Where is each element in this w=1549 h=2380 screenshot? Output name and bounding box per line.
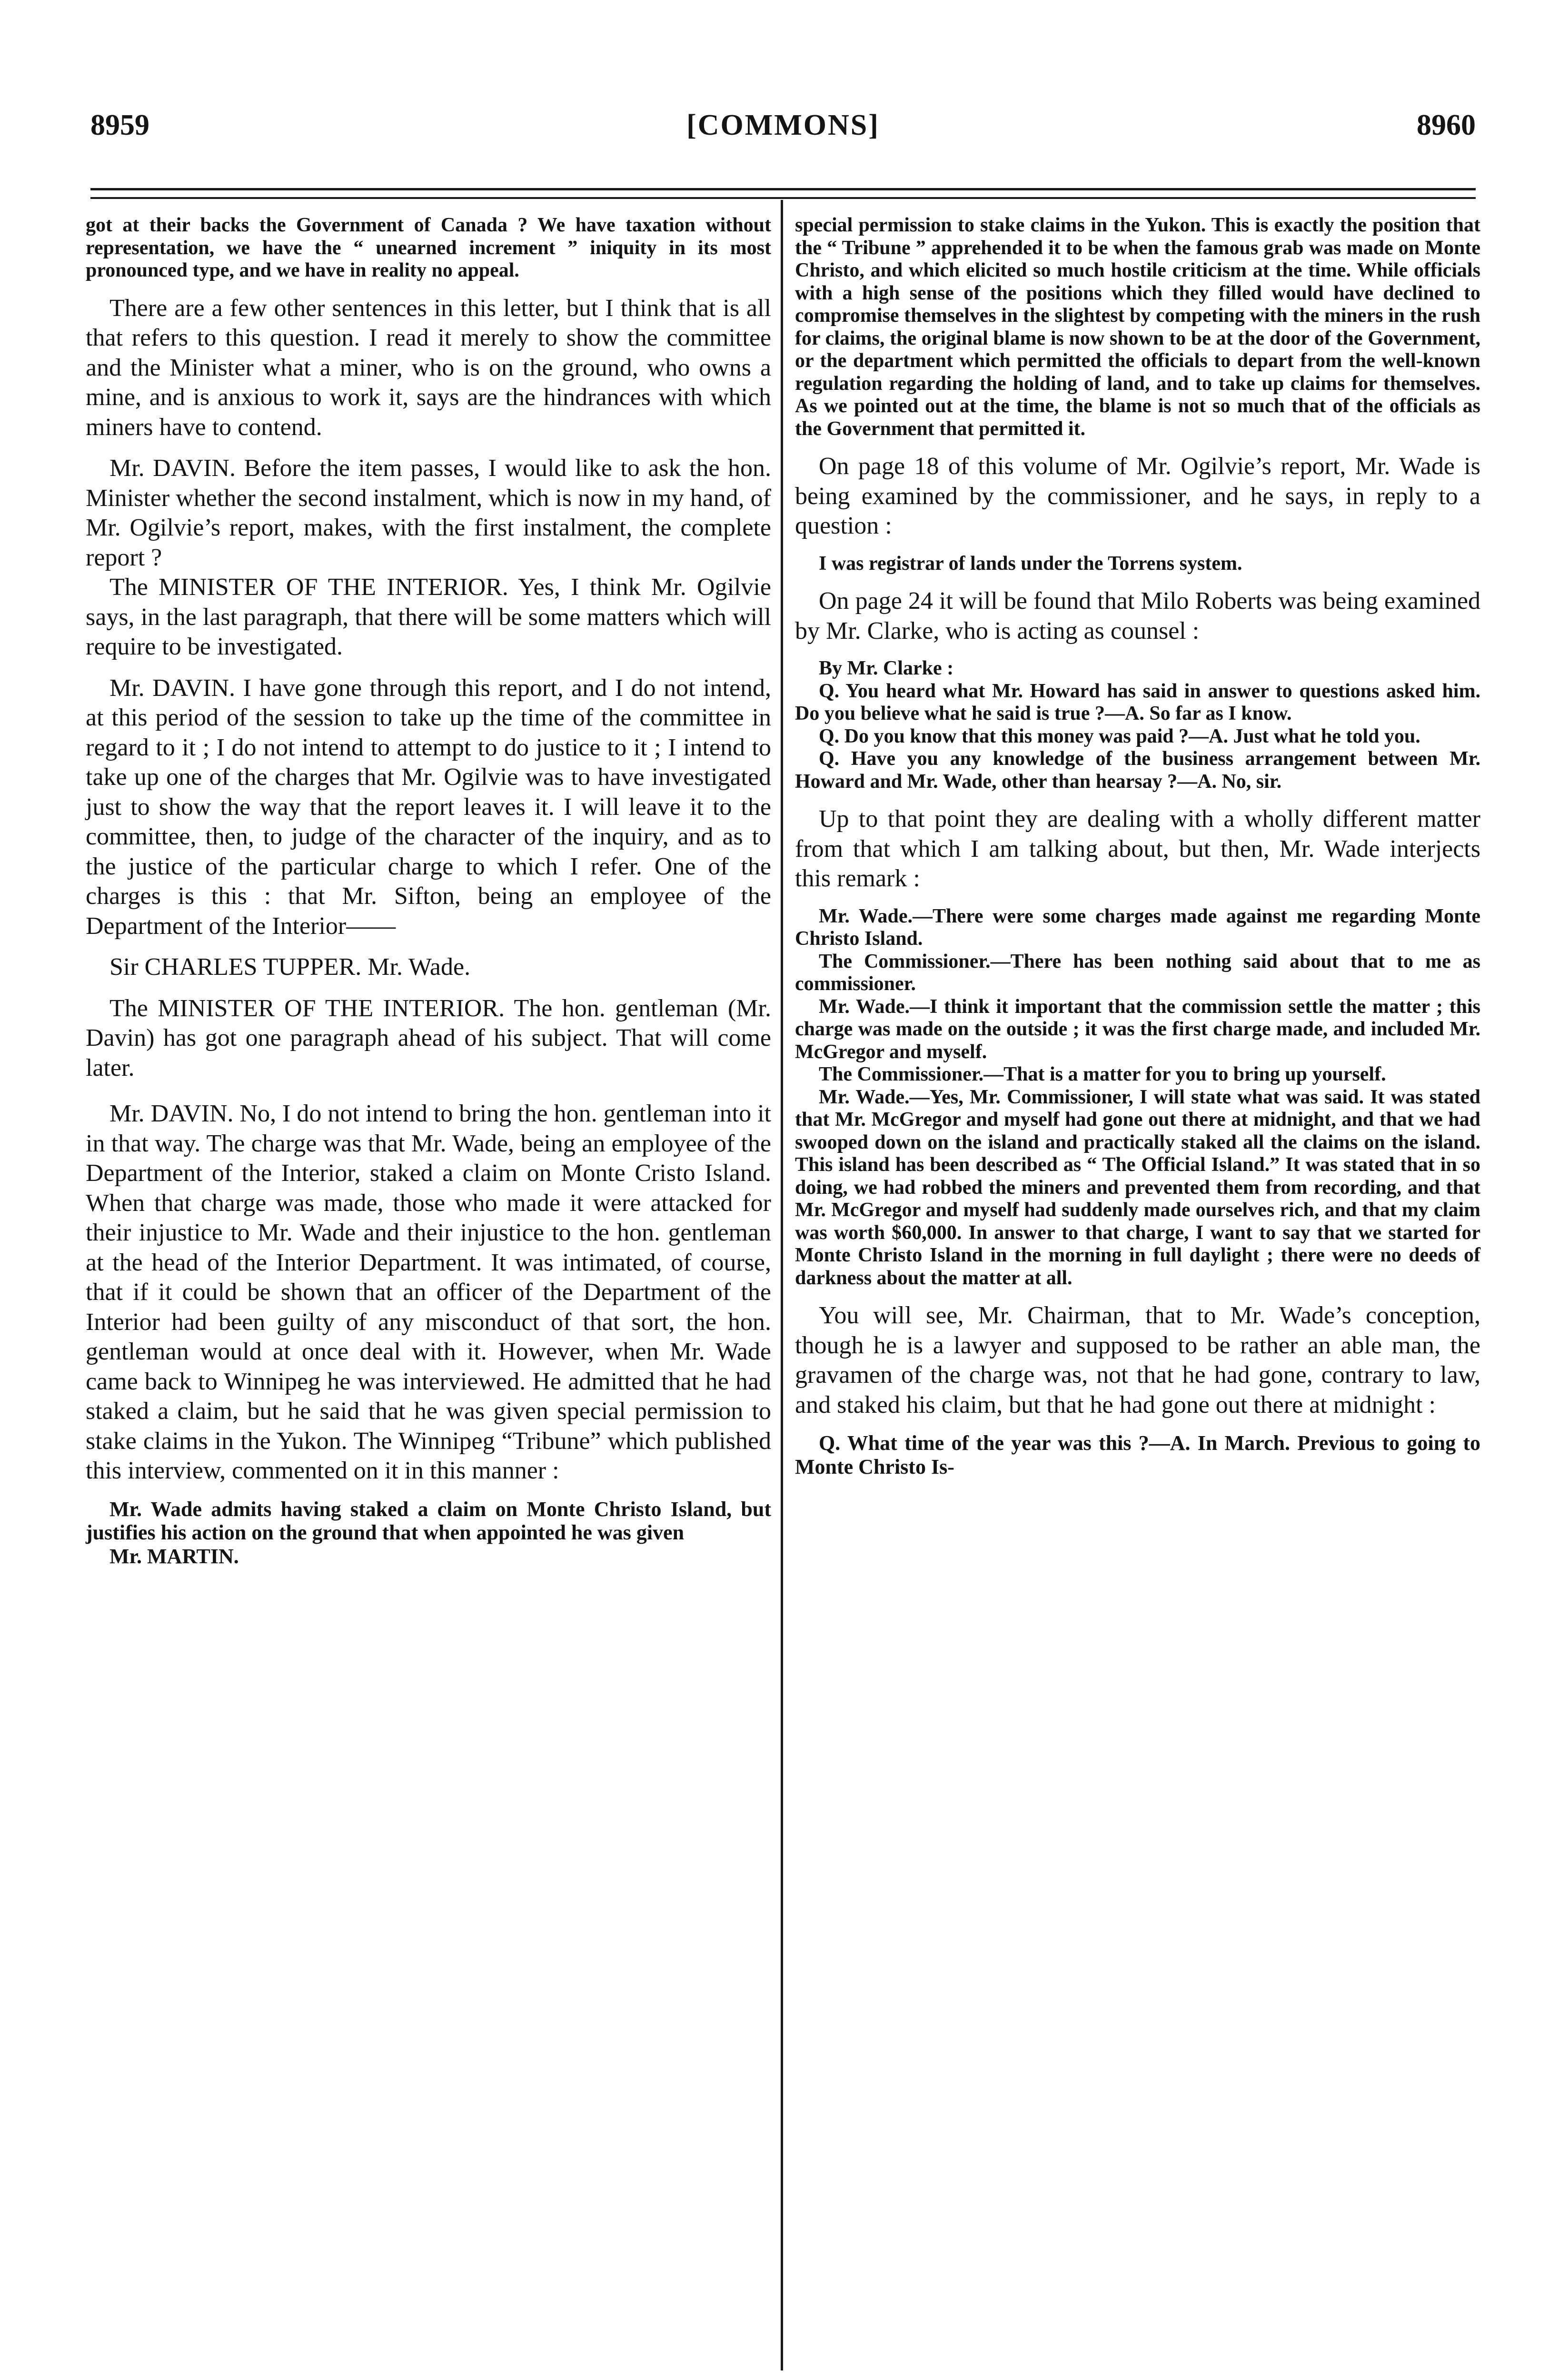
paragraph: Up to that point they are dealing with a wholly different matter from that which I am talking about, but then, Mr. Wade interjects this remark : bbox=[795, 805, 1480, 892]
speech-davin: Mr. DAVIN. No, I do not intend to bring the hon. gentleman into it in that way. The charge was that Mr. Wade, being an employee of the Department of the Interior, staked a claim on Monte Cristo Island. When that charge was made, those who made it were attacked for their injustice to Mr. Wade and their injustice to the hon. gentleman at the head of the Interior Department. It was intimated, of course, that if it could be shown that an officer of the Department of the Interior had been guilty of any misconduct of that sort, the hon. gentleman would at once deal with it. However, when Mr. Wade came back to Winnipeg he was interviewed. He admitted that he had staked a claim, but he said that he was given special permission to stake claims in the Yukon. The Winnipeg “Tribune” which published this interview, commented on it in this manner : bbox=[86, 1100, 771, 1484]
speech-davin: Mr. DAVIN. I have gone through this report, and I do not intend, at this period of the session to take up the time of the committee in regard to it ; I do not intend to attempt to do justice to it ; I intend to take up one of the charges that Mr. Ogilvie was to have investigated just to show the way that the report leaves it. I will leave it to the committee, then, to judge of the character of the inquiry, and as to the justice of the particular charge to which I refer. One of the charges is this : that Mr. Sifton, being an employee of the Department of the Interior—— bbox=[86, 674, 771, 940]
page-number-right: 8960 bbox=[1417, 109, 1476, 141]
speech-tupper: Sir CHARLES TUPPER. Mr. Wade. bbox=[109, 953, 471, 981]
paragraph: You will see, Mr. Chairman, that to Mr. Wade’s conception, though he is a lawyer and supposed to be rather an able man, the gravamen of the charge was, not that he had gone, contrary to law, and staked his claim, but that he had gone out there at midnight : bbox=[795, 1302, 1480, 1418]
header-rule-top bbox=[90, 188, 1476, 190]
testimony-wade: Mr. Wade.—Yes, Mr. Commissioner, I will state what was said. It was stated that Mr. McGregor and myself had gone out there at midnight, and that we had swooped down on the island and practically staked all the claims on the island. This island has been described as “ The Official Island.” It was stated that in so doing, we had robbed the miners and prevented them from recording, and that Mr. McGregor and myself had suddenly made ourselves rich, and that my claim was worth $60,000. In answer to that charge, I want to say that we started for Monte Christo Island in the morning in full daylight ; there were no deeds of darkness about the matter at all. bbox=[795, 1086, 1480, 1289]
right-column bbox=[795, 214, 1480, 1478]
testimony-commissioner: The Commissioner.—There has been nothing said about that to me as commissioner. bbox=[795, 950, 1480, 995]
header-rule-bottom bbox=[90, 197, 1476, 199]
question-answer: Q. Have you any knowledge of the business arrangement between Mr. Howard and Mr. Wade, other than hearsay ?—A. No, sir. bbox=[795, 748, 1480, 793]
testimony-wade: Mr. Wade.—There were some charges made against me regarding Monte Christo Island. bbox=[795, 905, 1480, 950]
speech-minister: The MINISTER OF THE INTERIOR. The hon. gentleman (Mr. Davin) has got one paragraph ahead of his subject. That will come later. bbox=[86, 994, 771, 1081]
left-column bbox=[86, 214, 771, 1568]
testimony-wade: Mr. Wade.—I think it important that the commission settle the matter ; this charge was made on the outside ; it was the first charge made, and included Mr. McGregor and myself. bbox=[795, 995, 1480, 1063]
tribune-quote: Mr. Wade admits having staked a claim on Monte Christo Island, but justifies his action on the ground that when appointed he was given bbox=[86, 1497, 771, 1544]
column-divider bbox=[781, 200, 783, 2370]
quoted-letter-end: got at their backs the Government of Canada ? We have taxation without representation, we have the “ unearned increment ” iniquity in its most pronounced type, and we have in reality no appeal. bbox=[86, 214, 771, 281]
tribune-quote-continued: special permission to stake claims in the Yukon. This is exactly the position that the “ Tribune ” apprehended it to be when the famous grab was made on Monte Christo, and which elicited so much hostile criticism at the time. While officials with a high sense of the positions which they filled would have declined to compromise themselves in the slightest by competing with the miners in the rush for claims, the original blame is now shown to be at the door of the Government, or the department which permitted the officials to depart from the well-known regulation regarding the holding of land, and to take up claims for themselves. As we pointed out at the time, the blame is not so much that of the officials as the Government that permitted it. bbox=[795, 214, 1480, 440]
page-number-left: 8959 bbox=[90, 109, 149, 141]
paragraph: There are a few other sentences in this letter, but I think that is all that refers to this question. I read it merely to show the committee and the Minister what a miner, who is on the ground, who owns a mine, and is anxious to work it, says are the hindrances with which miners have to contend. bbox=[86, 294, 771, 441]
question-answer: Q. Do you know that this money was paid ?—A. Just what he told you. bbox=[819, 725, 1420, 747]
testimony-quote: I was registrar of lands under the Torrens system. bbox=[819, 552, 1242, 575]
paragraph: On page 24 it will be found that Milo Roberts was being examined by Mr. Clarke, who is acting as counsel : bbox=[795, 587, 1480, 645]
speech-davin: Mr. DAVIN. Before the item passes, I would like to ask the hon. Minister whether the second instalment, which is now in my hand, of Mr. Ogilvie’s report, makes, with the first instalment, the complete report ? bbox=[86, 455, 771, 571]
speaker-label: Mr. MARTIN. bbox=[109, 1544, 239, 1568]
speech-minister: The MINISTER OF THE INTERIOR. Yes, I think Mr. Ogilvie says, in the last paragraph, that there will be some matters which will require to be investigated. bbox=[86, 574, 771, 660]
page-header bbox=[90, 109, 1476, 161]
paragraph: On page 18 of this volume of Mr. Ogilvie’s report, Mr. Wade is being examined by the commissioner, and he says, in reply to a question : bbox=[795, 453, 1480, 539]
examiner-label: By Mr. Clarke : bbox=[819, 657, 954, 679]
question-answer: Q. You heard what Mr. Howard has said in answer to questions asked him. Do you believe what he said is true ?—A. So far as I know. bbox=[795, 680, 1480, 724]
question-answer: Q. What time of the year was this ?—A. In March. Previous to going to Monte Christo Is- bbox=[795, 1431, 1480, 1478]
testimony-commissioner: The Commissioner.—That is a matter for you to bring up yourself. bbox=[819, 1063, 1386, 1085]
running-title: [COMMONS] bbox=[686, 109, 880, 141]
